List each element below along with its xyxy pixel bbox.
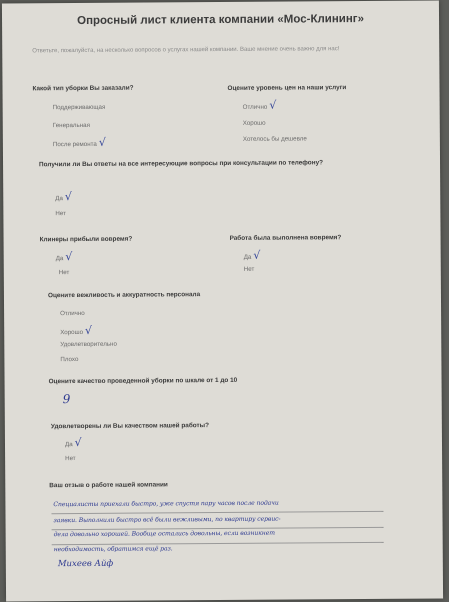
question-review: Ваш отзыв о работе нашей компании [49,481,168,490]
option-maintenance: Поддерживающая [52,103,106,112]
option-yes: Да √ [243,248,261,262]
question-consultation-answers: Получили ли Вы ответы на все интересующие вопросы при консультации по телефону? [39,159,324,169]
option-satisfactory: Удовлетворительно [60,340,117,349]
checkmark-icon: √ [64,190,72,204]
question-staff-politeness: Оцените вежливость и аккуратность персонала [47,291,201,300]
checkmark-icon: √ [84,323,93,337]
intro-text: Ответьте, пожалуйста, на несколько вопросов о услугах нашей компании. Ваше мнение очень важно для нас! [32,46,340,55]
option-excellent: Отлично √ [242,98,277,112]
option-yes: Да √ [55,250,73,264]
checkmark-icon: √ [269,98,277,112]
score-answer: 9 [62,392,71,407]
option-after-repair: После ремонта √ [52,135,106,149]
option-yes: Да √ [55,190,72,204]
signature: Михеев Айф [57,558,114,570]
page-title: Опросный лист клиента компании «Мос-Клининг» [77,13,365,28]
question-work-on-time: Работа была выполнена вовремя? [229,234,342,242]
question-arrived-on-time: Клинеры прибыли вовремя? [39,235,133,244]
option-no: Нет [65,455,76,463]
question-quality-score: Оцените качество проведенной уборки по шкале от 1 до 10 [48,376,238,386]
option-no: Нет [243,265,255,273]
option-no: Нет [55,210,66,218]
checkmark-icon: √ [253,248,261,262]
option-general: Генеральная [52,121,90,130]
review-line [52,542,384,545]
survey-sheet [2,0,443,601]
review-text-line: необходимость, обратимся ещё раз. [53,545,173,554]
option-excellent: Отлично [60,309,85,318]
option-good: Хорошо [242,119,266,127]
option-good: Хорошо √ [60,323,93,337]
checkmark-icon: √ [74,435,82,450]
option-yes: Да √ [64,435,82,450]
option-no: Нет [58,269,70,277]
question-satisfied: Удовлетворены ли Вы качеством нашей работы? [50,422,210,431]
option-cheaper: Хотелось бы дешевле [242,135,307,143]
review-line [51,511,383,514]
checkmark-icon: √ [65,250,73,264]
review-text-line: Специалисты приехали быстро, уже спустя пару часов после подачи [53,499,279,509]
question-cleaning-type: Какой тип уборки Вы заказали? [32,84,134,93]
review-text-line: заявки. Выполнили быстро всё были вежливыми, по квартиру сервис- [53,515,281,525]
option-bad: Плохо [60,356,79,364]
checkmark-icon: √ [98,135,106,149]
review-text-line: дела довольно хорошей. Вообще остались довольны, если возникнет [53,529,275,539]
question-price-level: Оцените уровень цен на наши услуги [227,84,347,92]
